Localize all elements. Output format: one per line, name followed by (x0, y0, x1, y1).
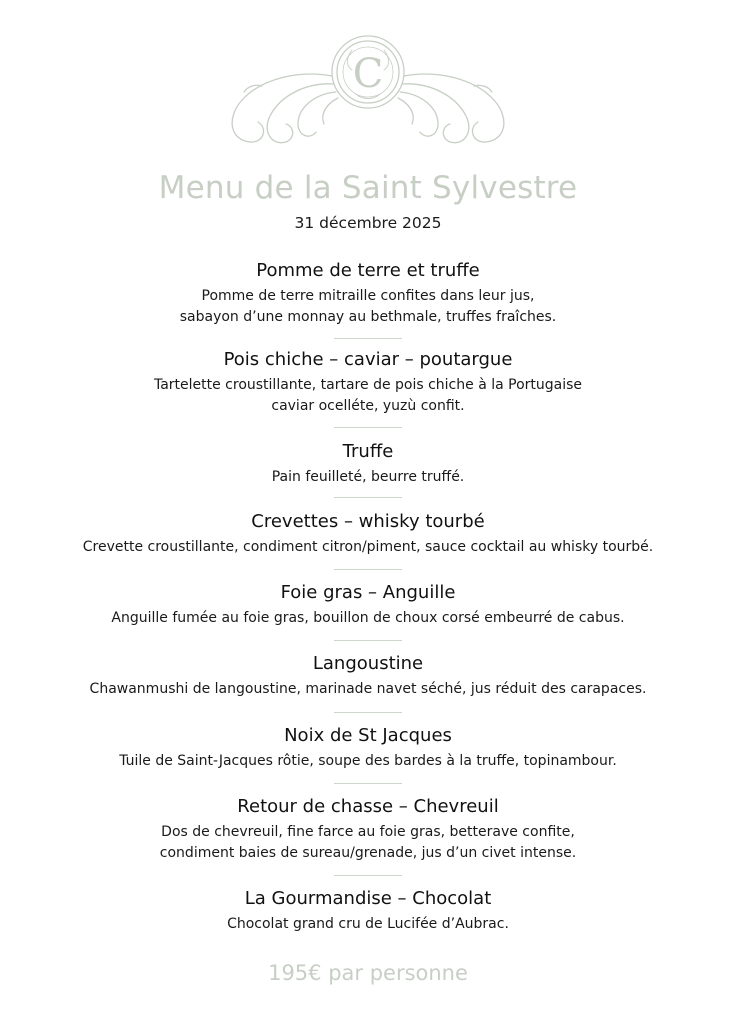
price-per-person: 195€ par personne (268, 961, 468, 985)
menu-title: Menu de la Saint Sylvestre (158, 170, 578, 206)
course-item (0, 581, 736, 629)
course-description-line: caviar ocelléte, yuzù confit. (271, 398, 465, 414)
separator-line (334, 875, 402, 876)
course-description (0, 608, 736, 629)
menu-date: 31 décembre 2025 (294, 214, 442, 232)
course-item (0, 652, 736, 700)
separator-line (334, 783, 402, 784)
course-name: Noix de St Jacques (284, 725, 452, 746)
course-description (0, 537, 736, 558)
course-item (0, 724, 736, 772)
course-description (0, 822, 736, 864)
course-description (0, 679, 736, 700)
separator-line (334, 497, 402, 498)
course-description (0, 286, 736, 328)
separator-line (334, 569, 402, 570)
course-name: Langoustine (312, 653, 424, 674)
course-description-line: Dos de chevreuil, fine farce au foie gras, betterave confite, (161, 824, 575, 840)
course-item (0, 510, 736, 558)
separator-line (334, 640, 402, 641)
course-description-line: sabayon d’une monnay au bethmale, truffes fraîches. (179, 309, 557, 325)
course-description-line: Anguille fumée au foie gras, bouillon de choux corsé embeurré de cabus. (111, 610, 625, 626)
course-description (0, 751, 736, 772)
separator-line (334, 427, 402, 428)
course-name: Foie gras – Anguille (280, 582, 456, 603)
course-name: Pomme de terre et truffe (256, 260, 480, 281)
course-description-line: condiment baies de sureau/grenade, jus d’un civet intense. (159, 845, 577, 861)
course-name: Pois chiche – caviar – poutargue (223, 349, 513, 370)
course-item (0, 795, 736, 864)
course-description-line: Tartelette croustillante, tartare de pois chiche à la Portugaise (153, 377, 583, 393)
course-description (0, 375, 736, 417)
course-description-line: Crevette croustillante, condiment citron/piment, sauce cocktail au whisky tourbé. (82, 539, 654, 555)
course-name: Truffe (342, 441, 394, 462)
course-name: La Gourmandise – Chocolat (244, 888, 492, 909)
course-name: Crevettes – whisky tourbé (251, 511, 485, 532)
course-description-line: Chocolat grand cru de Lucifée d’Aubrac. (227, 916, 509, 932)
course-description-line: Chawanmushi de langoustine, marinade navet séché, jus réduit des carapaces. (89, 681, 647, 697)
course-item (0, 259, 736, 328)
course-description-line: Tuile de Saint-Jacques rôtie, soupe des bardes à la truffe, topinambour. (119, 753, 617, 769)
course-description (0, 914, 736, 935)
course-description-line: Pain feuilleté, beurre truffé. (271, 469, 465, 485)
ornament-emblem (0, 0, 736, 160)
course-name: Retour de chasse – Chevreuil (237, 796, 499, 817)
course-item (0, 348, 736, 417)
course-item (0, 440, 736, 488)
course-item (0, 887, 736, 935)
course-description (0, 467, 736, 488)
course-description-line: Pomme de terre mitraille confites dans leur jus, (201, 288, 535, 304)
separator-line (334, 712, 402, 713)
separator-line (334, 338, 402, 339)
emblem-letter: C (352, 51, 384, 97)
